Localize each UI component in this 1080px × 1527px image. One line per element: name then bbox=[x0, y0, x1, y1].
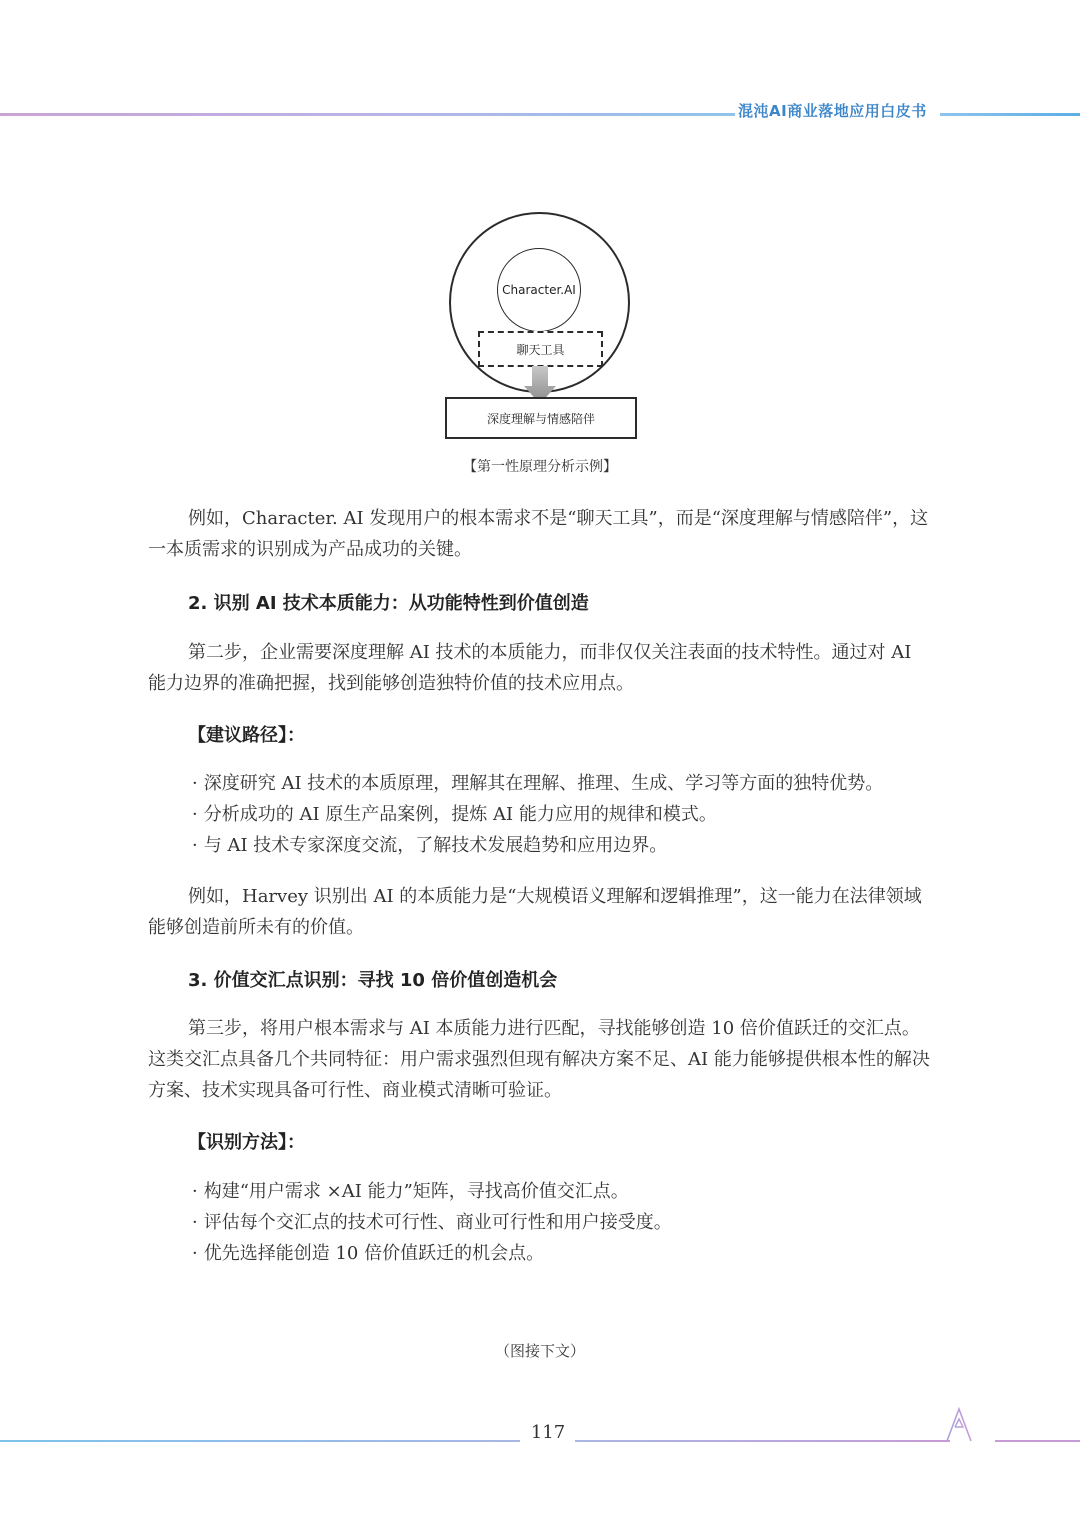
continue-note: （图接下文） bbox=[494, 1342, 585, 1360]
first-principles-diagram bbox=[440, 205, 640, 445]
paragraph-4 bbox=[148, 1013, 934, 1106]
paragraph-4-text: 第三步，将用户根本需求与 AI 本质能力进行匹配，寻找能够创造 10 倍价值跃迁的交汇点。这类交汇点具备几个共同特征：用户需求强烈但现有解决方案不足、AI 能力能够提供根本性的解决方案、技术实现具备可行性、商业模式清晰可验证。 bbox=[148, 1018, 930, 1101]
inner-circle bbox=[497, 248, 581, 332]
header-rule-left bbox=[0, 113, 735, 116]
figure-caption: 【第一性原理分析示例】 bbox=[463, 459, 617, 475]
paragraph-3 bbox=[148, 881, 934, 943]
header-title: 混沌AI商业落地应用白皮书 bbox=[738, 102, 927, 120]
header-rule-right bbox=[940, 113, 1080, 116]
list-item: · 优先选择能创造 10 倍价值跃迁的机会点。 bbox=[192, 1238, 672, 1269]
suggested-path-list bbox=[192, 768, 883, 861]
result-box-label: 深度理解与情感陪伴 bbox=[486, 411, 595, 426]
footer-rule-left bbox=[0, 1440, 520, 1442]
ai-logo-icon bbox=[945, 1405, 997, 1443]
section-heading-2: 2. 识别 AI 技术本质能力：从功能特性到价值创造 bbox=[188, 593, 589, 614]
paragraph-2-text: 第二步，企业需要深度理解 AI 技术的本质能力，而非仅仅关注表面的技术特性。通过对 AI 能力边界的准确把握，找到能够创造独特价值的技术应用点。 bbox=[148, 642, 912, 694]
inner-circle-label: Character.AI bbox=[502, 283, 576, 297]
paragraph-1-text: 例如，Character. AI 发现用户的根本需求不是“聊天工具”，而是“深度理解与情感陪伴”，这一本质需求的识别成为产品成功的关键。 bbox=[148, 508, 929, 560]
section-heading-3: 3. 价值交汇点识别：寻找 10 倍价值创造机会 bbox=[188, 970, 558, 991]
dashed-box-label: 聊天工具 bbox=[516, 342, 565, 357]
identify-method-list bbox=[192, 1176, 672, 1269]
footer-rule-end bbox=[995, 1440, 1080, 1442]
footer-rule-right bbox=[575, 1440, 950, 1442]
identify-method-label: 【识别方法】： bbox=[188, 1132, 305, 1153]
page-number: 117 bbox=[530, 1422, 566, 1443]
list-item: · 与 AI 技术专家深度交流，了解技术发展趋势和应用边界。 bbox=[192, 830, 883, 861]
list-item: · 构建“用户需求 ×AI 能力”矩阵，寻找高价值交汇点。 bbox=[192, 1176, 672, 1207]
list-item: · 评估每个交汇点的技术可行性、商业可行性和用户接受度。 bbox=[192, 1207, 672, 1238]
list-item: · 深度研究 AI 技术的本质原理，理解其在理解、推理、生成、学习等方面的独特优势。 bbox=[192, 768, 883, 799]
paragraph-1 bbox=[148, 503, 934, 565]
suggested-path-label: 【建议路径】： bbox=[188, 725, 305, 746]
dashed-box bbox=[478, 331, 603, 367]
paragraph-3-text: 例如，Harvey 识别出 AI 的本质能力是“大规模语义理解和逻辑推理”，这一能力在法律领域能够创造前所未有的价值。 bbox=[148, 886, 922, 938]
list-item: · 分析成功的 AI 原生产品案例，提炼 AI 能力应用的规律和模式。 bbox=[192, 799, 883, 830]
result-box bbox=[445, 397, 637, 439]
paragraph-2 bbox=[148, 637, 934, 699]
